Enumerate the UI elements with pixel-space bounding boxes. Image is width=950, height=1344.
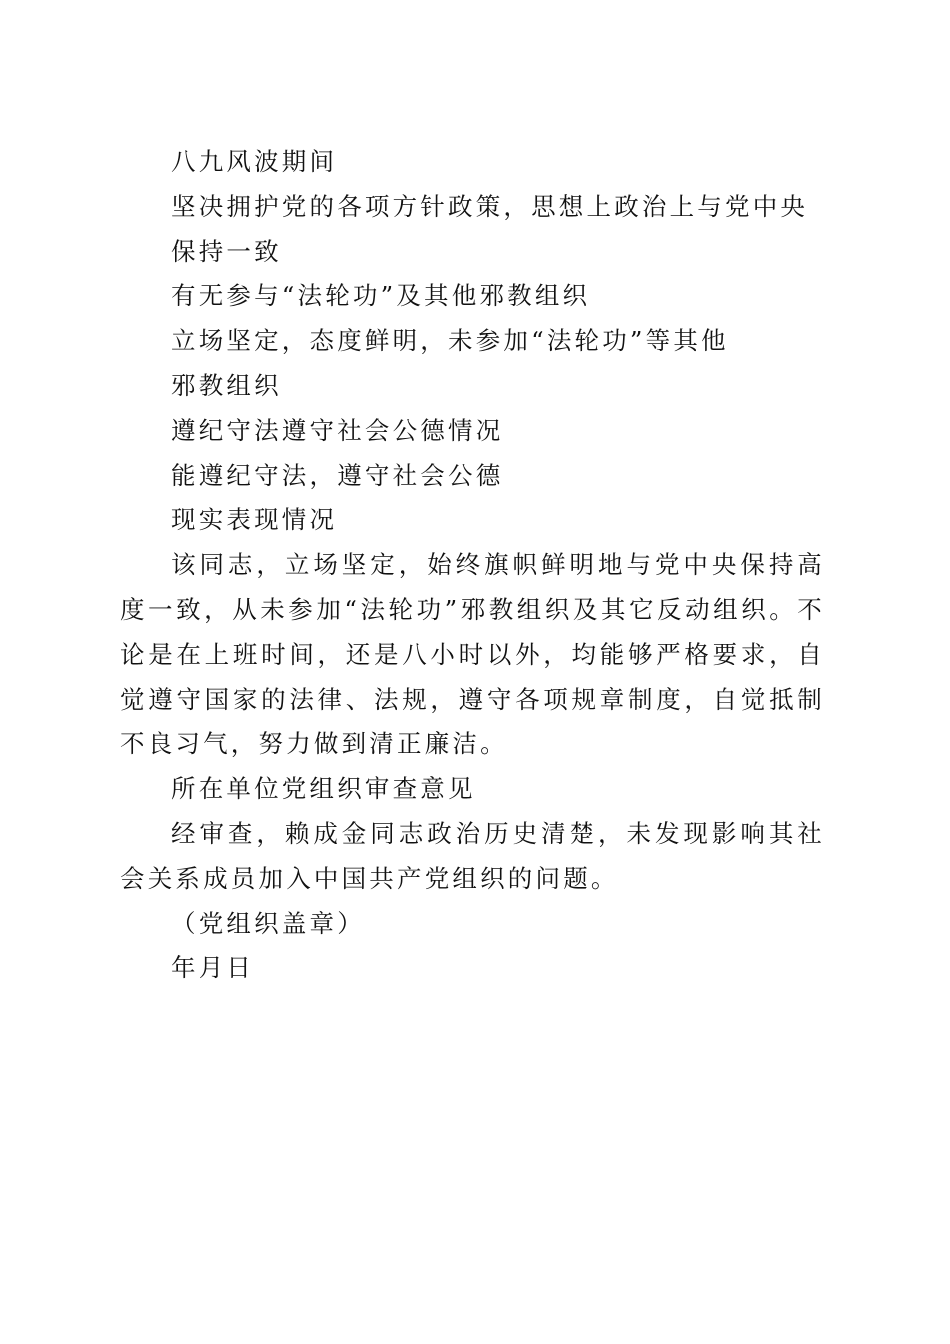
paragraph-cult-heading: 有无参与“法轮功”及其他邪教组织 (171, 281, 591, 311)
paragraph-date: 年月日 (171, 953, 255, 983)
paragraph-review-body: 经审查，赖成金同志政治历史清楚，未发现影响其社会关系成员加入中国共产党组织的问题。 (120, 818, 825, 893)
paragraph-cult-organization: 邪教组织 (171, 370, 282, 400)
document-body (120, 140, 825, 991)
paragraph-keep-consistent: 保持一致 (171, 236, 282, 266)
paragraph-review-heading: 所在单位党组织审查意见 (171, 774, 476, 804)
paragraph-law-answer: 能遵纪守法，遵守社会公德 (171, 460, 504, 490)
paragraph-performance-heading: 现实表现情况 (171, 505, 338, 535)
paragraph-period-heading: 八九风波期间 (171, 147, 338, 176)
paragraph-cult-stance: 立场坚定，态度鲜明，未参加“法轮功”等其他 (171, 326, 729, 356)
paragraph-policy-support: 坚决拥护党的各项方针政策，思想上政治上与党中央 (171, 191, 809, 221)
paragraph-law-heading: 遵纪守法遵守社会公德情况 (171, 415, 504, 445)
paragraph-performance-body: 该同志，立场坚定，始终旗帜鲜明地与党中央保持高度一致，从未参加“法轮功”邪教组织及其它反动组织。不论是在上班时间，还是八小时以外，均能够严格要求，自觉遵守国家的法律、法规，遵守各项规章制度，自觉抵制不良习气，努力做到清正廉洁。 (120, 550, 825, 759)
paragraph-seal-note: （党组织盖章） (171, 908, 365, 938)
